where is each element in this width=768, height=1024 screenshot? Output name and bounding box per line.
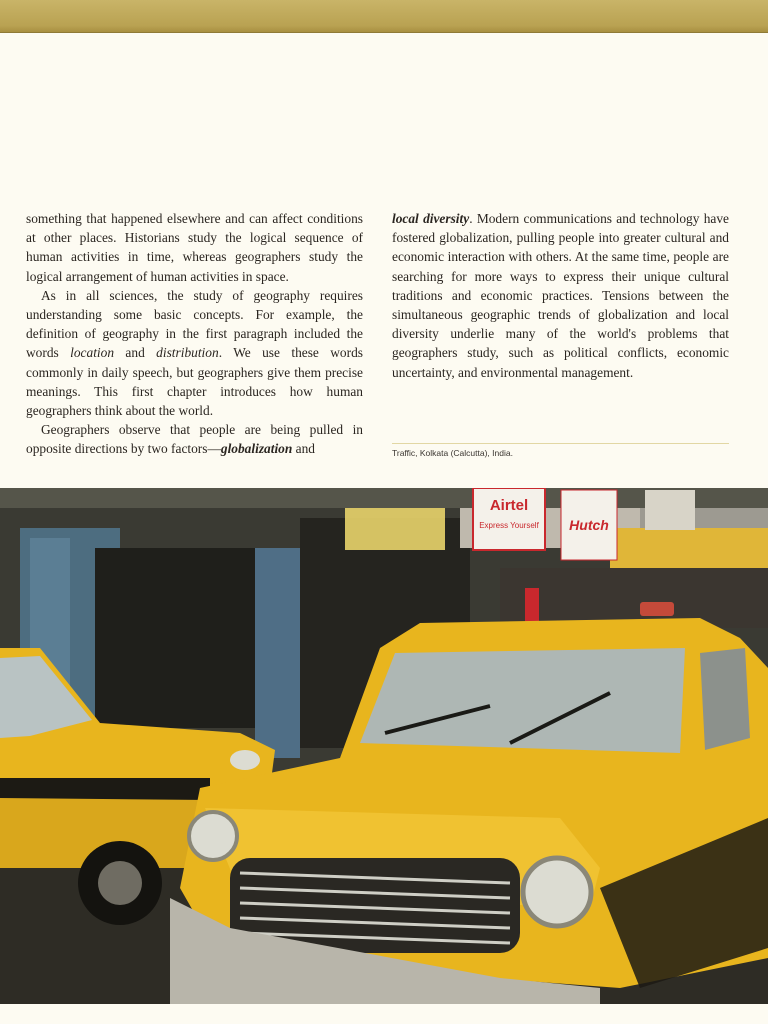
photo-caption: Traffic, Kolkata (Calcutta), India. <box>392 448 513 458</box>
paragraph <box>26 420 363 458</box>
paragraph: something that happened elsewhere and can affect conditions at other places. Historians study the logical sequence of human activities in time, whereas geographers study the logical arrangement of human activities in space. <box>26 211 363 284</box>
text-run: and <box>292 441 315 457</box>
bottom-margin <box>0 1004 768 1024</box>
sign-airtel-slogan: Express Yourself <box>479 521 539 530</box>
term-distribution: distribution <box>156 345 219 361</box>
top-color-band <box>0 0 768 33</box>
text-run: As in all sciences, the study of geography requires understanding some basic concepts. For example, the definition of geography in the first paragraph included the words <box>26 287 363 361</box>
right-text-column <box>392 209 729 382</box>
kolkata-taxi-photo <box>0 488 768 1004</box>
term-globalization: globalization <box>220 441 293 457</box>
left-text-column <box>26 209 363 459</box>
photo-illustration <box>0 488 768 1004</box>
sign-hutch: Hutch <box>569 517 609 533</box>
text-run: and <box>114 345 157 361</box>
term-location: location <box>70 345 115 361</box>
paragraph <box>26 286 363 420</box>
sign-airtel-brand: Airtel <box>489 497 529 514</box>
term-local-diversity: local diversity <box>392 211 470 226</box>
text-run: . We use these words commonly in daily speech, but geographers give them precise meanings. This first chapter introduces how human geographers think about the world. <box>26 345 363 419</box>
text-run: Geographers observe that people are being pulled in opposite directions by two factors— <box>26 422 363 457</box>
paragraph <box>392 209 729 382</box>
caption-rule <box>392 443 729 444</box>
text-run: . Modern communications and technology have fostered globalization, pulling people into greater cultural and economic interaction with others. At the same time, people are searching for more ways to express their unique cultural traditions and economic practices. Tensions between the simultaneous geographic trends of globalization and local diversity underlie many of the world's problems that geographers study, such as political conflicts, economic uncertainty, and environmental management. <box>392 211 730 380</box>
